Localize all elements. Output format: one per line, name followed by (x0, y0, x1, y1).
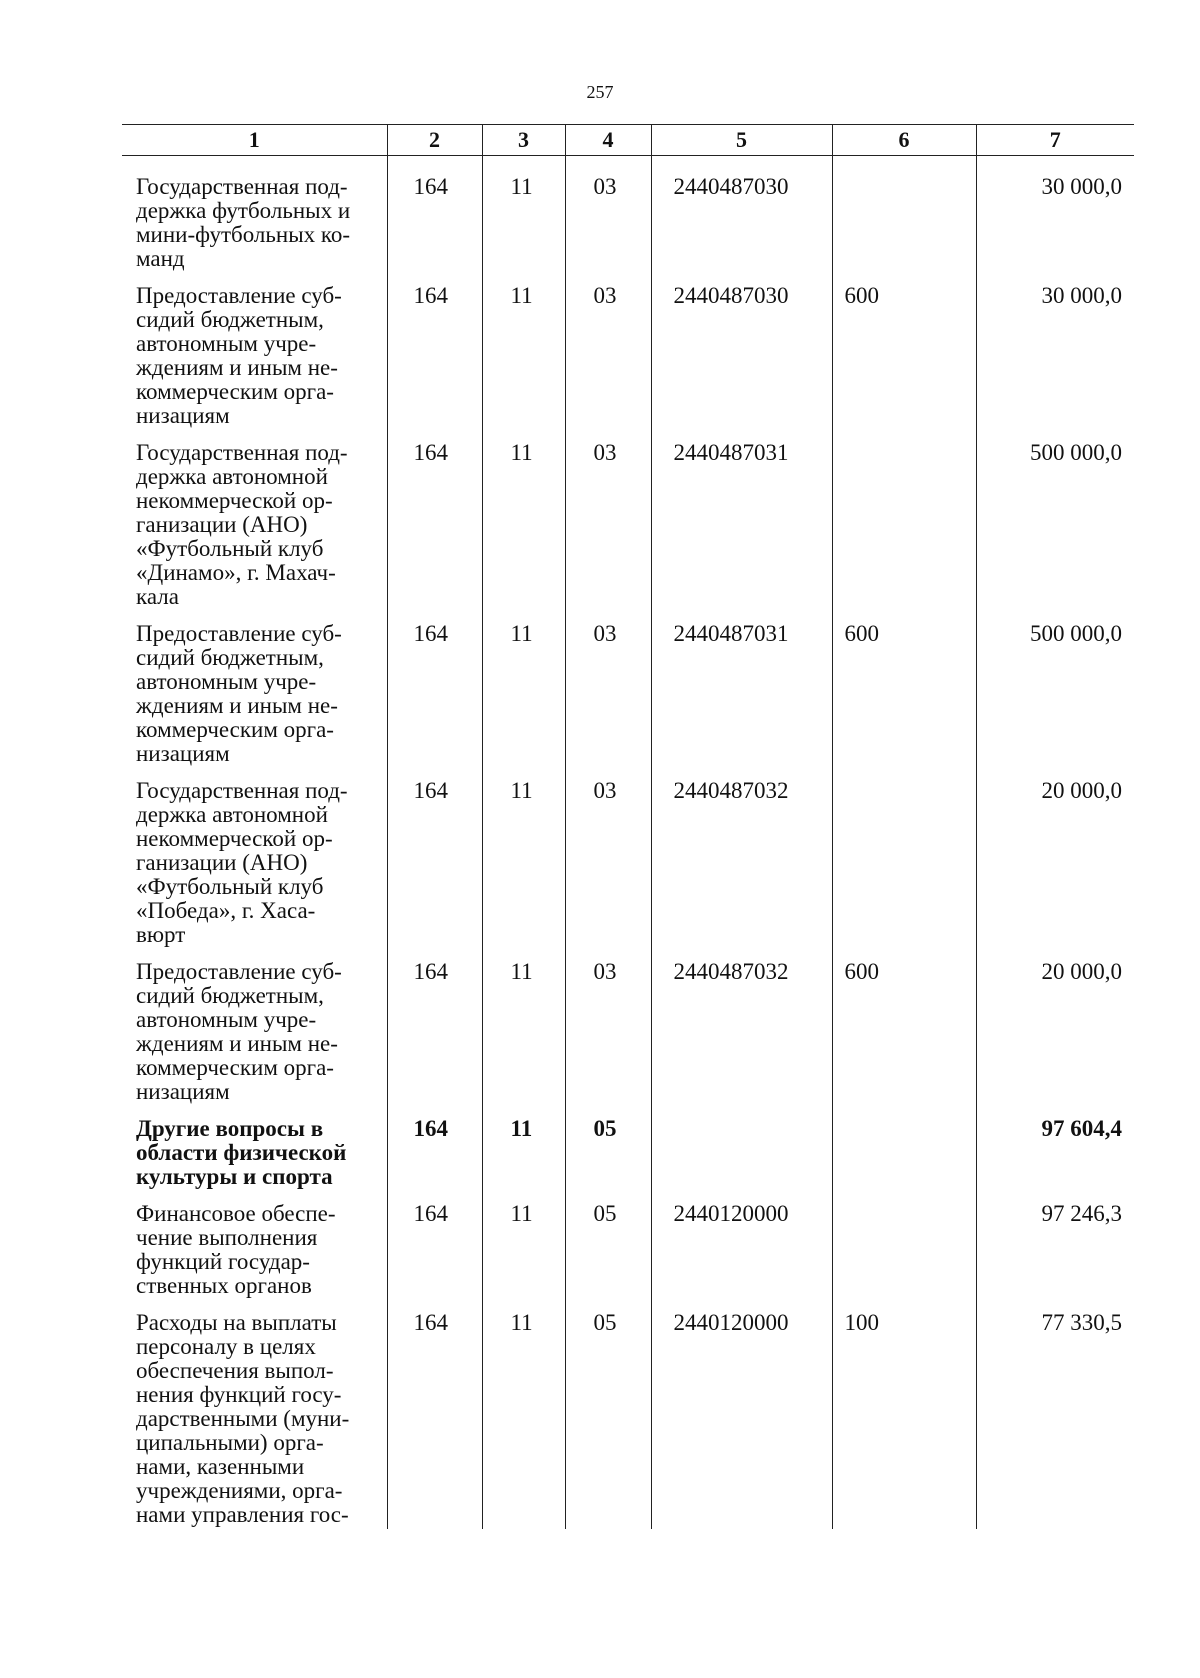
row-col-3-cell: 11 (482, 156, 565, 285)
row-col-2-cell: 164 (387, 1311, 482, 1529)
table-row (122, 441, 1134, 622)
header-col-2: 2 (387, 125, 482, 156)
row-col-7-cell: 77 330,5 (976, 1311, 1134, 1529)
table-row (122, 284, 1134, 441)
row-col-7-cell: 500 000,0 (976, 441, 1134, 622)
row-name-cell (122, 284, 387, 441)
row-name-cell (122, 1202, 387, 1311)
table-body (122, 156, 1134, 1530)
table-row (122, 1117, 1134, 1202)
row-col-3-cell: 11 (482, 284, 565, 441)
row-col-6-cell: 100 (832, 1311, 976, 1529)
row-col-6-cell: 600 (832, 284, 976, 441)
row-name-text: Другие вопросы в области физической культуры и спорта (136, 1116, 347, 1189)
row-col-5-cell: 2440487032 (651, 960, 832, 1117)
header-col-6: 6 (832, 125, 976, 156)
row-col-4-cell: 05 (565, 1202, 651, 1311)
row-col-4-cell: 05 (565, 1311, 651, 1529)
table-row (122, 1311, 1134, 1529)
row-col-3-cell: 11 (482, 1202, 565, 1311)
row-col-6-cell (832, 1202, 976, 1311)
row-name-text: Финансовое обеспе- чение выполнения функций государ- ственных органов (136, 1201, 336, 1298)
row-name-text: Государственная под- держка автономной некоммерческой ор- ганизации (АНО) «Футбольный клуб «Динамо», г. Махач- кала (136, 440, 348, 609)
row-col-2-cell: 164 (387, 441, 482, 622)
table-row (122, 960, 1134, 1117)
row-col-4-cell: 03 (565, 441, 651, 622)
row-col-5-cell: 2440487030 (651, 156, 832, 285)
row-name-text: Государственная под- держка футбольных и мини-футбольных ко- манд (136, 174, 351, 271)
row-col-3-cell: 11 (482, 1311, 565, 1529)
table-row (122, 622, 1134, 779)
row-col-6-cell: 600 (832, 622, 976, 779)
row-col-2-cell: 164 (387, 622, 482, 779)
table-row (122, 779, 1134, 960)
row-col-6-cell (832, 441, 976, 622)
row-name-text: Предоставление суб- сидий бюджетным, автономным учре- ждениям и иным не- коммерческим орга- низациям (136, 621, 342, 766)
row-col-2-cell: 164 (387, 1117, 482, 1202)
row-name-text: Предоставление суб- сидий бюджетным, автономным учре- ждениям и иным не- коммерческим орга- низациям (136, 283, 342, 428)
header-col-3: 3 (482, 125, 565, 156)
row-col-4-cell: 03 (565, 622, 651, 779)
row-col-6-cell (832, 779, 976, 960)
header-col-4: 4 (565, 125, 651, 156)
row-col-3-cell: 11 (482, 960, 565, 1117)
row-name-cell (122, 622, 387, 779)
budget-table (122, 124, 1134, 1529)
row-col-7-cell: 30 000,0 (976, 284, 1134, 441)
header-col-5: 5 (651, 125, 832, 156)
table-row (122, 1202, 1134, 1311)
row-col-4-cell: 03 (565, 779, 651, 960)
row-col-2-cell: 164 (387, 960, 482, 1117)
row-col-2-cell: 164 (387, 1202, 482, 1311)
row-col-5-cell: 2440120000 (651, 1202, 832, 1311)
row-col-2-cell: 164 (387, 284, 482, 441)
row-col-2-cell: 164 (387, 779, 482, 960)
row-name-cell (122, 1311, 387, 1529)
row-col-3-cell: 11 (482, 622, 565, 779)
page-number: 257 (586, 82, 614, 102)
row-name-cell (122, 441, 387, 622)
row-col-6-cell (832, 1117, 976, 1202)
row-col-7-cell: 20 000,0 (976, 779, 1134, 960)
header-row (122, 125, 1134, 156)
row-col-3-cell: 11 (482, 1117, 565, 1202)
row-col-3-cell: 11 (482, 441, 565, 622)
table-row (122, 156, 1134, 285)
row-name-cell (122, 1117, 387, 1202)
row-col-4-cell: 05 (565, 1117, 651, 1202)
row-col-7-cell: 500 000,0 (976, 622, 1134, 779)
row-col-5-cell: 2440487031 (651, 441, 832, 622)
row-col-5-cell: 2440487030 (651, 284, 832, 441)
header-col-7: 7 (976, 125, 1134, 156)
row-col-4-cell: 03 (565, 156, 651, 285)
row-name-cell (122, 960, 387, 1117)
row-col-4-cell: 03 (565, 960, 651, 1117)
row-col-6-cell: 600 (832, 960, 976, 1117)
row-name-cell (122, 156, 387, 285)
row-col-7-cell: 20 000,0 (976, 960, 1134, 1117)
row-name-cell (122, 779, 387, 960)
row-col-3-cell: 11 (482, 779, 565, 960)
row-name-text: Государственная под- держка автономной некоммерческой ор- ганизации (АНО) «Футбольный клуб «Победа», г. Хаса- вюрт (136, 778, 348, 947)
row-col-5-cell: 2440120000 (651, 1311, 832, 1529)
header-col-1: 1 (122, 125, 387, 156)
row-col-7-cell: 97 246,3 (976, 1202, 1134, 1311)
row-col-5-cell: 2440487031 (651, 622, 832, 779)
row-col-7-cell: 97 604,4 (976, 1117, 1134, 1202)
row-col-5-cell (651, 1117, 832, 1202)
row-col-5-cell: 2440487032 (651, 779, 832, 960)
row-name-text: Расходы на выплаты персоналу в целях обеспечения выпол- нения функций госу- дарственными (муни- ципальными) орга- нами, казенными учреждениями, орга- нами управления гос- (136, 1310, 350, 1527)
row-col-6-cell (832, 156, 976, 285)
row-col-4-cell: 03 (565, 284, 651, 441)
row-name-text: Предоставление суб- сидий бюджетным, автономным учре- ждениям и иным не- коммерческим орга- низациям (136, 959, 342, 1104)
row-col-2-cell: 164 (387, 156, 482, 285)
row-col-7-cell: 30 000,0 (976, 156, 1134, 285)
